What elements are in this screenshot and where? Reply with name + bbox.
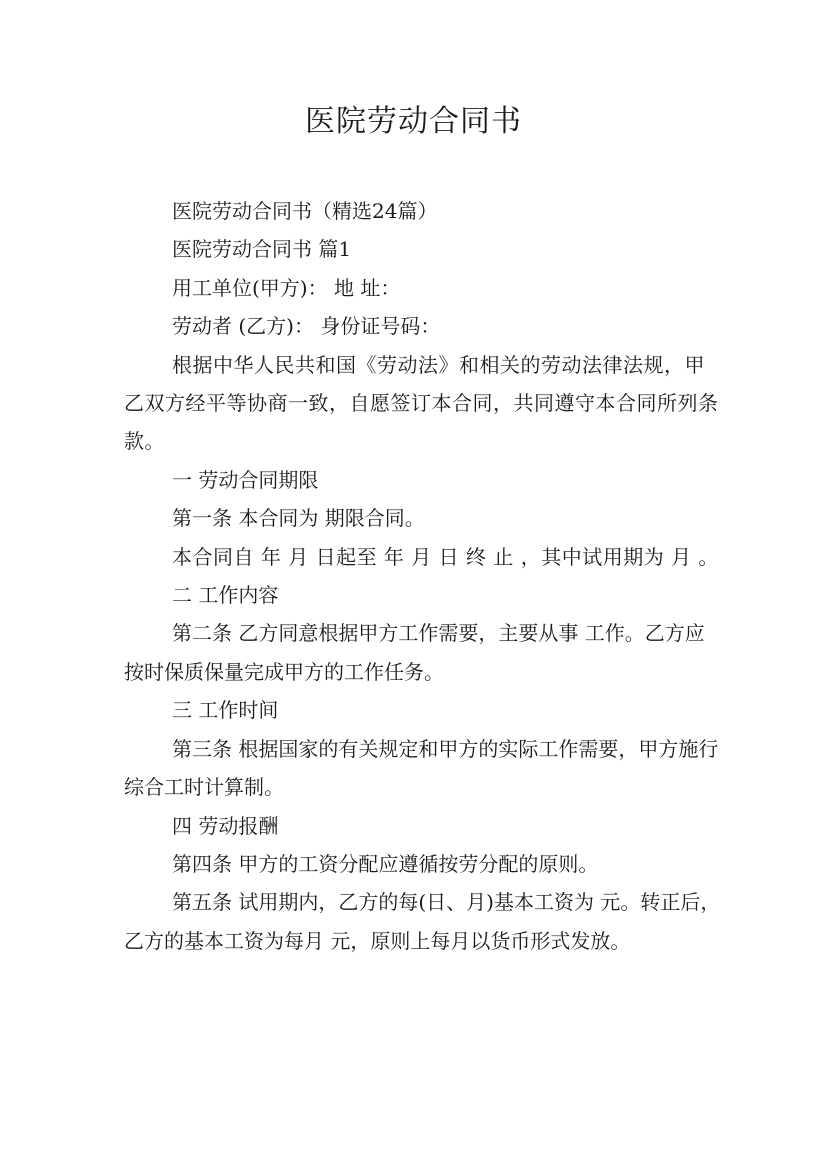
paragraph-employee: 劳动者 (乙方)： 身份证号码：: [172, 314, 441, 339]
paragraph-contract-period: 本合同自 年 月 日起至 年 月 日 终 止 ，其中试用期为 月 。: [172, 544, 719, 569]
paragraph-clause-3: 第三条 根据国家的有关规定和甲方的实际工作需要，甲方施行综合工时计算制。: [124, 736, 719, 800]
paragraph-clause-5: 第五条 试用期内，乙方的每(日、月)基本工资为 元。转正后，乙方的基本工资为每月 元，原则上每月以货币形式发放。: [124, 890, 721, 953]
paragraph-employer: 用工单位(甲方)： 地 址：: [172, 275, 401, 300]
document-body: [124, 192, 724, 960]
section-heading-term: 一 劳动合同期限: [172, 467, 319, 492]
section-heading-work-content: 二 工作内容: [172, 583, 279, 608]
paragraph-preamble: 根据中华人民共和国《劳动法》和相关的劳动法律法规，甲乙双方经平等协商一致，自愿签订本合同，共同遵守本合同所列条款。: [124, 352, 719, 454]
paragraph-subtitle: 医院劳动合同书（精选24篇）: [172, 199, 438, 223]
paragraph-clause-1: 第一条 本合同为 期限合同。: [172, 506, 425, 531]
paragraph-clause-2: 第二条 乙方同意根据甲方工作需要，主要从事 工作。乙方应按时保质保量完成甲方的工作任务。: [124, 621, 705, 684]
section-heading-work-hours: 三 工作时间: [172, 698, 279, 723]
paragraph-article-heading: 医院劳动合同书 篇1: [172, 237, 352, 262]
section-heading-remuneration: 四 劳动报酬: [172, 813, 279, 838]
document-title: 医院劳动合同书: [305, 104, 522, 139]
paragraph-clause-4: 第四条 甲方的工资分配应遵循按劳分配的原则。: [172, 851, 599, 876]
